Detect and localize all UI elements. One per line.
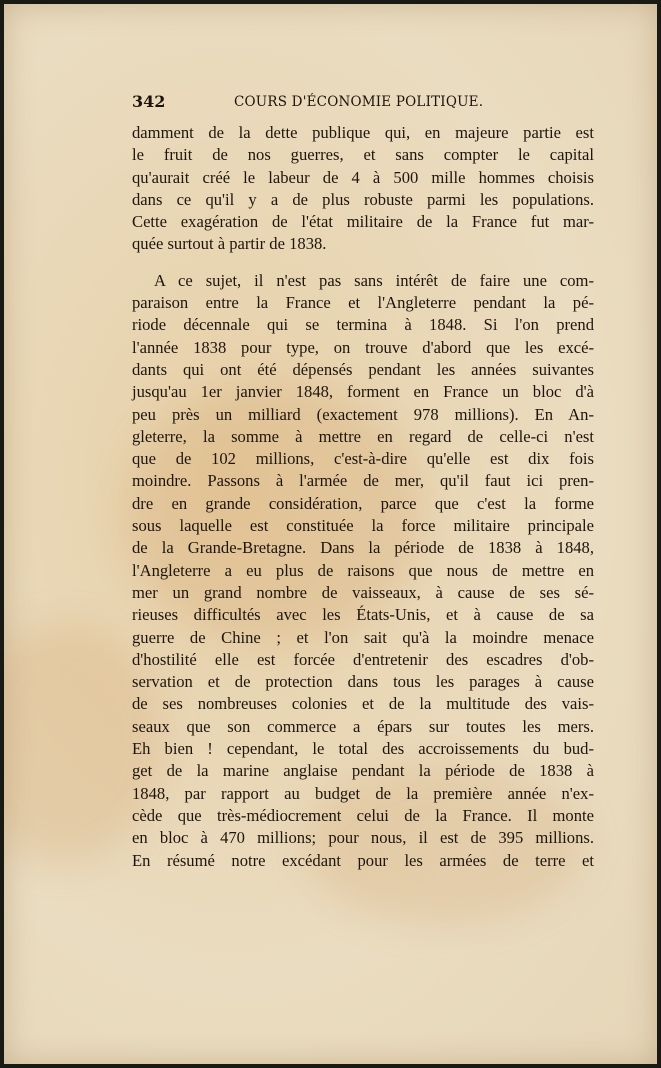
text-line: que de 102 millions, c'est-à-dire qu'elle est dix fois bbox=[132, 449, 594, 469]
text-line: Eh bien ! cependant, le total des accroissements du bud- bbox=[132, 739, 594, 759]
text-line: A ce sujet, il n'est pas sans intérêt de faire une com- bbox=[154, 270, 594, 290]
text-line: gleterre, la somme à mettre en regard de celle-ci n'est bbox=[132, 426, 594, 446]
text-line: le fruit de nos guerres, et sans compter le capital bbox=[132, 145, 594, 165]
text-line: l'année 1838 pour type, on trouve d'abord que les excé- bbox=[132, 337, 594, 357]
text-line: de ses nombreuses colonies et de la multitude des vais- bbox=[132, 694, 594, 714]
text-line: damment de la dette publique qui, en majeure partie est bbox=[132, 123, 594, 142]
text-line: guerre de Chine ; et l'on sait qu'à la moindre menace bbox=[132, 627, 594, 647]
text-line: d'hostilité elle est forcée d'entretenir des escadres d'ob- bbox=[132, 649, 594, 669]
text-line: qu'aurait créé le labeur de 4 à 500 mille hommes choisis bbox=[132, 167, 594, 187]
paragraph-gap bbox=[132, 256, 594, 270]
text-line: moindre. Passons à l'armée de mer, qu'il faut ici pren- bbox=[132, 471, 594, 491]
book-page bbox=[4, 4, 657, 1064]
text-line: 1848, par rapport au budget de la première année n'ex- bbox=[132, 783, 594, 803]
text-line: l'Angleterre a eu plus de raisons que nous de mettre en bbox=[132, 560, 594, 580]
text-line: cède que très-médiocrement celui de la France. Il monte bbox=[132, 805, 594, 825]
text-line: get de la marine anglaise pendant la période de 1838 à bbox=[132, 761, 594, 781]
text-line: En résumé notre excédant pour les armées de terre et bbox=[132, 850, 594, 870]
text-line: quée surtout à partir de 1838. bbox=[132, 234, 327, 254]
paragraph-1 bbox=[132, 122, 594, 256]
text-line: mer un grand nombre de vaisseaux, à cause de ses sé- bbox=[132, 582, 594, 602]
page-number: 342 bbox=[132, 92, 166, 111]
text-line: jusqu'au 1er janvier 1848, forment en France un bloc d'à bbox=[132, 382, 594, 402]
text-line: dans ce qu'il y a de plus robuste parmi les populations. bbox=[132, 189, 594, 209]
text-line: seaux que son commerce a épars sur toutes les mers. bbox=[132, 716, 594, 736]
paragraph-2 bbox=[132, 270, 594, 872]
text-line: servation et de protection dans tous les parages à cause bbox=[132, 672, 594, 692]
running-head: COURS D'ÉCONOMIE POLITIQUE. bbox=[234, 94, 484, 110]
text-line: peu près un milliard (exactement 978 millions). En An- bbox=[132, 404, 594, 424]
text-line: rieuses difficultés avec les États-Unis, et à cause de sa bbox=[132, 605, 594, 625]
text-line: en bloc à 470 millions; pour nous, il est de 395 millions. bbox=[132, 828, 594, 848]
text-line: paraison entre la France et l'Angleterre pendant la pé- bbox=[132, 293, 594, 313]
text-line: dre en grande considération, parce que c'est la forme bbox=[132, 493, 594, 513]
text-line: de la Grande-Bretagne. Dans la période de 1838 à 1848, bbox=[132, 538, 594, 558]
page-header bbox=[132, 92, 594, 116]
text-line: riode décennale qui se termina à 1848. Si l'on prend bbox=[132, 315, 594, 335]
text-line: dants qui ont été dépensés pendant les années suivantes bbox=[132, 359, 594, 379]
text-line: sous laquelle est constituée la force militaire principale bbox=[132, 516, 594, 536]
text-line: Cette exagération de l'état militaire de la France fut mar- bbox=[132, 212, 594, 232]
body-text bbox=[132, 122, 594, 872]
